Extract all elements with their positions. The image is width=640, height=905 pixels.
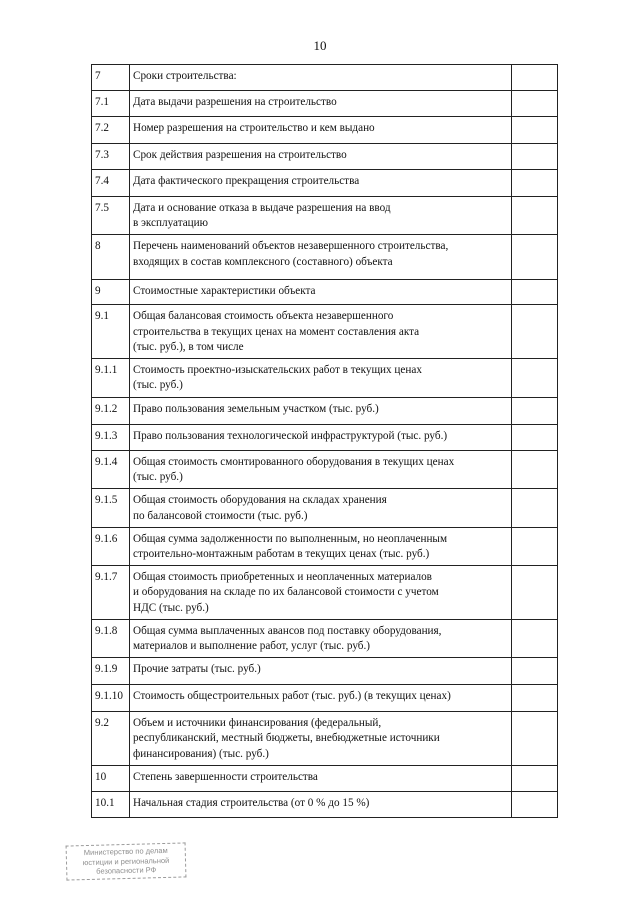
row-value-cell [512, 398, 558, 425]
row-number: 9.1.9 [92, 658, 130, 685]
row-number: 9.1.7 [92, 566, 130, 620]
row-description: Объем и источники финансирования (федеральный, республиканский, местный бюджеты, внебюджетные источники финансирования) (тыс. руб.) [130, 712, 512, 766]
row-description: Стоимость общестроительных работ (тыс. руб.) (в текущих ценах) [130, 685, 512, 712]
row-value-cell [512, 765, 558, 791]
table-row [92, 712, 558, 766]
row-value-cell [512, 619, 558, 657]
table-row [92, 489, 558, 527]
stamp-line: юстиции и региональной [82, 855, 170, 867]
row-value-cell [512, 144, 558, 170]
row-description: Стоимость проектно-изыскательских работ в текущих ценах (тыс. руб.) [130, 359, 512, 398]
row-number: 7.3 [92, 144, 130, 170]
row-value-cell [512, 425, 558, 451]
table-row [92, 765, 558, 791]
row-value-cell [512, 527, 558, 565]
registration-stamp [66, 842, 187, 880]
row-number: 7.4 [92, 170, 130, 197]
row-number: 7.2 [92, 117, 130, 144]
row-description: Право пользования земельным участком (тыс. руб.) [130, 398, 512, 425]
row-description: Начальная стадия строительства (от 0 % до 15 %) [130, 791, 512, 817]
row-value-cell [512, 791, 558, 817]
row-number: 9.1.3 [92, 425, 130, 451]
row-number: 9.1 [92, 305, 130, 359]
table-row [92, 235, 558, 280]
row-value-cell [512, 359, 558, 398]
table-row [92, 791, 558, 817]
row-value-cell [512, 658, 558, 685]
row-value-cell [512, 685, 558, 712]
table-row [92, 280, 558, 305]
table-row [92, 91, 558, 117]
row-value-cell [512, 712, 558, 766]
row-number: 7.1 [92, 91, 130, 117]
row-number: 7.5 [92, 197, 130, 235]
table-row [92, 65, 558, 91]
row-value-cell [512, 451, 558, 489]
row-number: 9.1.2 [92, 398, 130, 425]
row-number: 9.1.4 [92, 451, 130, 489]
row-value-cell [512, 566, 558, 620]
table-row [92, 359, 558, 398]
table-row [92, 170, 558, 197]
row-description: Номер разрешения на строительство и кем выдано [130, 117, 512, 144]
row-number: 9.1.8 [92, 619, 130, 657]
row-description: Общая балансовая стоимость объекта незавершенного строительства в текущих ценах на момент составления акта (тыс. руб.), в том числе [130, 305, 512, 359]
row-description: Перечень наименований объектов незавершенного строительства, входящих в состав комплексного (составного) объекта [130, 235, 512, 280]
row-description: Прочие затраты (тыс. руб.) [130, 658, 512, 685]
row-number: 9.1.10 [92, 685, 130, 712]
page-number: 10 [313, 38, 327, 53]
row-description: Общая сумма задолженности по выполненным, но неоплаченным строительно-монтажным работам в текущих ценах (тыс. руб.) [130, 527, 512, 565]
row-value-cell [512, 197, 558, 235]
row-description: Сроки строительства: [130, 65, 512, 91]
row-value-cell [512, 280, 558, 305]
stamp-line: безопасности РФ [96, 865, 157, 876]
row-value-cell [512, 65, 558, 91]
row-number: 8 [92, 235, 130, 280]
row-number: 7 [92, 65, 130, 91]
table-row [92, 619, 558, 657]
row-number: 10.1 [92, 791, 130, 817]
row-value-cell [512, 117, 558, 144]
table-row [92, 566, 558, 620]
row-number: 10 [92, 765, 130, 791]
table-row [92, 197, 558, 235]
row-number: 9 [92, 280, 130, 305]
row-value-cell [512, 305, 558, 359]
row-description: Степень завершенности строительства [130, 765, 512, 791]
row-description: Дата фактического прекращения строительства [130, 170, 512, 197]
row-value-cell [512, 91, 558, 117]
row-description: Право пользования технологической инфраструктурой (тыс. руб.) [130, 425, 512, 451]
row-description: Срок действия разрешения на строительство [130, 144, 512, 170]
row-number: 9.1.6 [92, 527, 130, 565]
row-number: 9.1.5 [92, 489, 130, 527]
table-row [92, 527, 558, 565]
row-value-cell [512, 235, 558, 280]
table-row [92, 117, 558, 144]
row-description: Дата выдачи разрешения на строительство [130, 91, 512, 117]
table-row [92, 658, 558, 685]
row-description: Дата и основание отказа в выдаче разрешения на ввод в эксплуатацию [130, 197, 512, 235]
table-row [92, 398, 558, 425]
row-description: Общая стоимость смонтированного оборудования в текущих ценах (тыс. руб.) [130, 451, 512, 489]
table-row [92, 685, 558, 712]
stamp-line: Министерство по делам [83, 845, 168, 858]
row-number: 9.2 [92, 712, 130, 766]
document-table [91, 64, 558, 818]
row-value-cell [512, 489, 558, 527]
row-description: Общая стоимость приобретенных и неоплаченных материалов и оборудования на складе по их балансовой стоимости с учетом НДС (тыс. руб.) [130, 566, 512, 620]
row-description: Стоимостные характеристики объекта [130, 280, 512, 305]
table-row [92, 425, 558, 451]
table-body [92, 65, 558, 818]
table-row [92, 305, 558, 359]
row-number: 9.1.1 [92, 359, 130, 398]
row-value-cell [512, 170, 558, 197]
row-description: Общая стоимость оборудования на складах хранения по балансовой стоимости (тыс. руб.) [130, 489, 512, 527]
row-description: Общая сумма выплаченных авансов под поставку оборудования, материалов и выполнение работ, услуг (тыс. руб.) [130, 619, 512, 657]
table-row [92, 144, 558, 170]
table-row [92, 451, 558, 489]
